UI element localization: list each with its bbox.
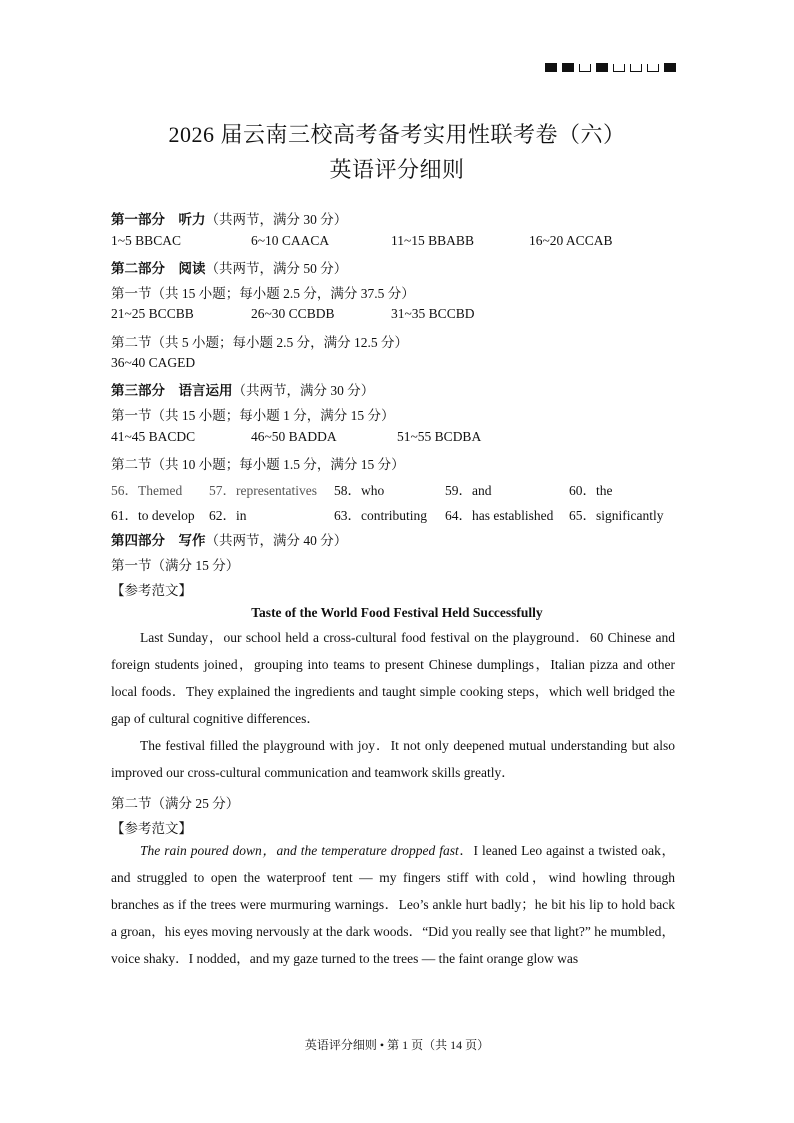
answer-group: 26~30 CCBDB [251, 306, 335, 321]
part3-heading-line [111, 379, 374, 399]
answer-group: 41~45 BACDC [111, 429, 196, 444]
part2-answers1 [111, 306, 711, 324]
part1-note: （共两节，满分 30 分） [205, 212, 348, 227]
part3-note: （共两节，满分 30 分） [232, 383, 375, 398]
answer-item: 57．representatives [209, 483, 317, 498]
answer-item: 62．in [209, 508, 247, 523]
page-footer: 英语评分细则 • 第 1 页（共 14 页） [304, 1038, 490, 1052]
part4-section1: 第一节（满分 15 分） [111, 558, 240, 573]
answer-group: 11~15 BBABB [391, 233, 474, 248]
answer-group: 31~35 BCCBD [391, 306, 475, 321]
essay-paragraph: The festival filled the playground with joy．It not only deepened mutual understanding but also improved our cross-cultural communication and teamwork skills greatly． [111, 738, 675, 780]
part2-note: （共两节，满分 50 分） [205, 261, 348, 276]
answer-item: 60．the [569, 483, 613, 498]
page-marks [545, 63, 676, 72]
part3-section2: 第二节（共 10 小题；每小题 1.5 分，满分 15 分） [111, 457, 405, 472]
answer-group: 46~50 BADDA [251, 429, 337, 444]
answer-group: 16~20 ACCAB [529, 233, 613, 248]
part3-section1: 第一节（共 15 小题；每小题 1 分，满分 15 分） [111, 408, 395, 423]
part2-heading-line [111, 257, 347, 277]
mark [596, 63, 608, 72]
part4-section2: 第二节（满分 25 分） [111, 796, 240, 811]
part2-answers2: 36~40 CAGED [111, 355, 196, 370]
document-subtitle: 英语评分细则 [329, 157, 465, 182]
story-paragraph [111, 837, 675, 972]
part3-heading: 第三部分 语言运用 [111, 383, 233, 398]
story-lead: The rain poured down，and the temperature dropped fast [140, 843, 459, 858]
mark [664, 63, 676, 72]
essay-paragraph: Last Sunday，our school held a cross-cultural food festival on the playground．60 Chinese and foreign students joined，grouping into teams to present Chinese dumplings，Italian pizza and other local foods．They explained the ingredients and taught simple cooking steps，which well bridged the gap of cultural cognitive differences． [111, 630, 675, 726]
story-rest: ．I leaned Leo against a twisted oak，and struggled to open the waterproof tent — my fingers stiff with cold，wind howling through branches as if the trees were murmuring warnings．Leo’s ankle hurt badly；he bit his lip to hold back a groan，his eyes moving nervously at the dark woods．“Did you really see that light?” he mumbled，voice shaky．I nodded，and my gaze turned to the trees — the faint orange glow was [111, 843, 676, 966]
reference-label: 【参考范文】 [111, 583, 192, 598]
mark [613, 64, 625, 72]
answer-item: 65．significantly [569, 508, 664, 523]
part4-note: （共两节，满分 40 分） [205, 533, 348, 548]
part3-answers1 [111, 429, 711, 447]
part2-heading: 第二部分 阅读 [111, 261, 206, 276]
part4-heading-line [111, 529, 347, 549]
part3-row2 [111, 504, 681, 522]
part2-section1: 第一节（共 15 小题；每小题 2.5 分，满分 37.5 分） [111, 286, 415, 301]
mark [630, 64, 642, 72]
mark [579, 64, 591, 72]
part1-answers [111, 233, 711, 251]
answer-item: 59．and [445, 483, 492, 498]
answer-item: 58．who [334, 483, 385, 498]
mark [562, 63, 574, 72]
essay-title: Taste of the World Food Festival Held Successfully [251, 605, 543, 620]
mark [647, 64, 659, 72]
answer-group: 51~55 BCDBA [397, 429, 482, 444]
answer-item: 63．contributing [334, 508, 427, 523]
answer-group: 1~5 BBCAC [111, 233, 181, 248]
part4-heading: 第四部分 写作 [111, 533, 206, 548]
part3-row1 [111, 479, 681, 497]
mark [545, 63, 557, 72]
document-title: 2026 届云南三校高考备考实用性联考卷（六） [168, 122, 626, 147]
answer-group: 21~25 BCCBB [111, 306, 194, 321]
answer-item: 61．to develop [111, 508, 195, 523]
answer-item: 56．Themed [111, 483, 183, 498]
answer-item: 64．has established [445, 508, 554, 523]
part1-heading: 第一部分 听力 [111, 212, 206, 227]
answer-group: 6~10 CAACA [251, 233, 330, 248]
part1-heading-line [111, 208, 347, 228]
reference-label: 【参考范文】 [111, 821, 192, 836]
part2-section2: 第二节（共 5 小题；每小题 2.5 分，满分 12.5 分） [111, 335, 408, 350]
